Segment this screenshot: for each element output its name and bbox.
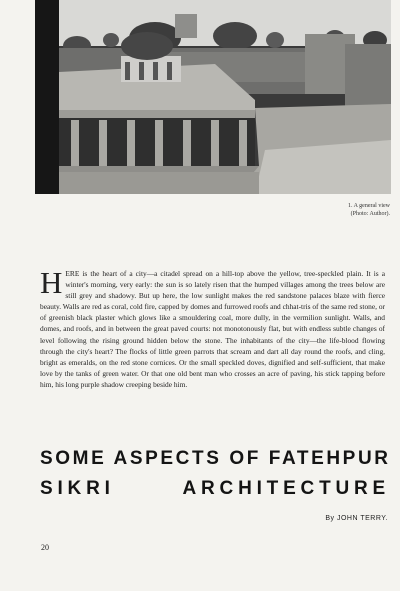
headline-line-2 (40, 474, 390, 504)
caption-credit: (Photo: Author). (350, 211, 390, 217)
headline-word-architecture: ARCHITECTURE (182, 478, 390, 499)
article-body (40, 265, 385, 390)
photo-caption (280, 202, 390, 218)
article-paragraph: ERE is the heart of a city—a citadel spread on a hill-top above the yellow, tree-speckled plain. It is a winter's morning, very early: the sun is so lately risen that the humped villages among the trees below are still grey and shadowy. But up here, the low sunlight makes the red sandstone palaces blaze with fierce beauty. Walls are red as coral, cold fire, capped by domes and furrowed roofs and chhat-tris of the same red stone, or of greenish black plaster which glows like a smouldering coal, more dully, in the vermilion sunlight. Walls, and domes, and roofs, and in between the great paved courts: not monotonously flat, but with endless subtle changes of level following the rising ground hidden below the stone. The inhabitants of the city—the life-blood flowing through the city's heart? The flocks of little green parrots that scream and dart all day round the roofs, and cling, bright as emeralds, on the red stone cornices. Or the small speckled doves, dignified and self-sufficient, that make love by the tanks of green water. Or that one old bent man who crosses an acre of paving, his stick tapping before him, his long purple shadow creeping beside him. (40, 269, 385, 389)
fortress-illustration (35, 0, 391, 194)
headline-line-1: SOME ASPECTS OF FATEHPUR (40, 448, 391, 469)
caption-title: 1. A general view (348, 203, 390, 209)
fortress-photo (35, 0, 391, 194)
headline-word-sikri: SIKRI (40, 478, 115, 499)
page-number: 20 (41, 543, 49, 552)
author-byline: By JOHN TERRY. (325, 515, 388, 522)
article-headline (40, 444, 390, 504)
drop-cap: H (40, 265, 63, 300)
